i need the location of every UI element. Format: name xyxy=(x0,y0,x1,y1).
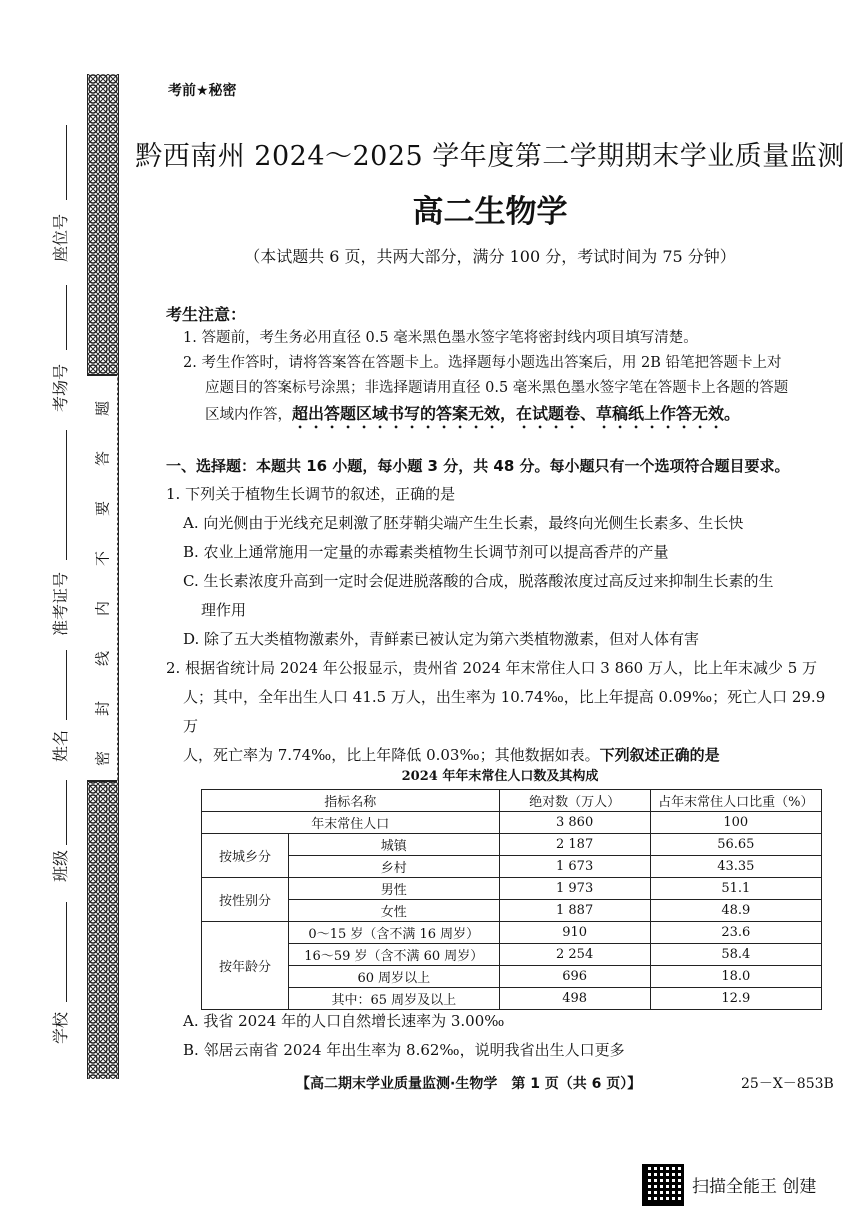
seat-number-label: 座位号 xyxy=(51,213,70,262)
notice-rule-2-cont: 应题目的答案标号涂黑；非选择题请用直径 0.5 毫米黑色墨水签字笔在答题卡上各题的答题 xyxy=(205,380,789,396)
question-2-options xyxy=(183,1007,833,1065)
table-row: 年末常住人口 3 860 100 xyxy=(202,812,822,834)
scanner-watermark: 扫描全能王 创建 xyxy=(692,1177,817,1197)
header-indicator: 指标名称 xyxy=(202,790,500,812)
header-percent: 占年末常住人口比重（%） xyxy=(650,790,821,812)
exam-room-blank[interactable] xyxy=(66,285,67,350)
admission-number-blank[interactable] xyxy=(66,430,67,560)
q2-line-1: 2. 根据省统计局 2024 年公报显示，贵州省 2024 年末常住人口 3 860 万人，比上年末减少 5 万 xyxy=(166,659,818,677)
seal-char: 要 xyxy=(93,501,112,517)
group-urban: 按城乡分 xyxy=(202,834,289,878)
option-a: A. 我省 2024 年的人口自然增长速率为 3.00‰ xyxy=(183,1012,505,1030)
option-b: B. 农业上通常施用一定量的赤霉素类植物生长调节剂可以提高香芹的产量 xyxy=(183,543,669,561)
group-age: 按年龄分 xyxy=(202,922,289,1010)
q2-line-3: 人，死亡率为 7.74‰，比上年降低 0.03‰；其他数据如表。 xyxy=(183,746,600,764)
school-label: 学校 xyxy=(51,1011,70,1044)
confidential-mark: 考前★秘密 xyxy=(168,83,237,99)
seal-char: 不 xyxy=(93,551,112,567)
class-label: 班级 xyxy=(51,849,70,882)
class-blank[interactable] xyxy=(66,780,67,845)
admission-number-label: 准考证号 xyxy=(51,571,70,636)
option-c-cont: 理作用 xyxy=(201,601,247,619)
notice-rules xyxy=(183,326,823,432)
table-title: 2024 年年末常住人口数及其构成 xyxy=(401,769,599,784)
table-row: 按年龄分 0～15 岁（含不满 16 周岁） 910 23.6 xyxy=(202,922,822,944)
paper-code: 25－X－853B xyxy=(741,1076,834,1092)
section-heading: 一、选择题：本题共 16 小题，每小题 3 分，共 48 分。每小题只有一个选项符合题目要求。 xyxy=(166,457,790,475)
question-1-stem: 1. 下列关于植物生长调节的叙述，正确的是 xyxy=(166,485,456,503)
seal-char: 密 xyxy=(93,751,112,767)
seal-char: 线 xyxy=(93,651,112,667)
qr-code-icon xyxy=(642,1164,684,1206)
option-a: A. 向光侧由于光线充足刺激了胚芽鞘尖端产生生长素，最终向光侧生长素多、生长快 xyxy=(183,514,744,532)
name-label: 姓名 xyxy=(51,729,70,762)
notice-rule-1: 1. 答题前，考生务必用直径 0.5 毫米黑色墨水签字笔将密封线内项目填写清楚。 xyxy=(183,330,698,346)
seal-char: 内 xyxy=(93,601,112,617)
option-b: B. 邻居云南省 2024 年出生率为 8.62‰，说明我省出生人口更多 xyxy=(183,1041,625,1059)
header-absolute: 绝对数（万人） xyxy=(499,790,650,812)
question-1-options xyxy=(183,509,833,654)
table-row: 按性别分 男性 1 973 51.1 xyxy=(202,878,822,900)
seal-char: 封 xyxy=(93,701,112,717)
exam-title: 黔西南州 2024～2025 学年度第二学期期末学业质量监测 xyxy=(135,141,845,172)
question-2-stem xyxy=(166,654,836,770)
name-blank[interactable] xyxy=(66,650,67,720)
notice-emphasis: 超出答题区域书写的答案无效，在试题卷、草稿纸上作答无效。 xyxy=(292,404,741,423)
school-blank[interactable] xyxy=(66,902,67,1002)
table-row: 60 周岁以上 696 18.0 xyxy=(202,966,822,988)
table-row: 16～59 岁（含不满 60 周岁） 2 254 58.4 xyxy=(202,944,822,966)
table-row: 按城乡分 城镇 2 187 56.65 xyxy=(202,834,822,856)
table-row: 其中：65 周岁及以上 498 12.9 xyxy=(202,988,822,1010)
subject-title: 高二生物学 xyxy=(412,194,568,230)
seal-line-notice xyxy=(87,374,117,782)
group-sex: 按性别分 xyxy=(202,878,289,922)
seat-number-blank[interactable] xyxy=(66,125,67,200)
notice-rule-2-end: 区域内作答， xyxy=(205,407,292,423)
population-table xyxy=(201,789,822,1010)
q2-line-2: 人；其中，全年出生人口 41.5 万人，出生率为 10.74‰，比上年提高 0.09‰；死亡人口 29.9 万 xyxy=(183,688,826,735)
option-c: C. 生长素浓度升高到一定时会促进脱落酸的合成，脱落酸浓度过高反过来抑制生长素的生 xyxy=(183,572,774,590)
page-footer: 【高二期末学业质量监测·生物学 第 1 页（共 6 页）】 xyxy=(296,1076,642,1092)
table-row: 女性 1 887 48.9 xyxy=(202,900,822,922)
table-row: 乡村 1 673 43.35 xyxy=(202,856,822,878)
exam-room-label: 考场号 xyxy=(51,363,70,412)
table-header-row xyxy=(202,790,822,812)
exam-info: （本试题共 6 页，共两大部分，满分 100 分，考试时间为 75 分钟） xyxy=(244,247,736,266)
q2-question: 下列叙述正确的是 xyxy=(599,746,720,764)
notice-heading: 考生注意： xyxy=(166,305,247,324)
option-d: D. 除了五大类植物激素外，青鲜素已被认定为第六类植物激素，但对人体有害 xyxy=(183,630,700,648)
seal-char: 答 xyxy=(93,451,112,467)
seal-char: 题 xyxy=(93,401,112,417)
notice-rule-2: 2. 考生作答时，请将答案答在答题卡上。选择题每小题选出答案后，用 2B 铅笔把答题卡上对 xyxy=(183,355,782,371)
